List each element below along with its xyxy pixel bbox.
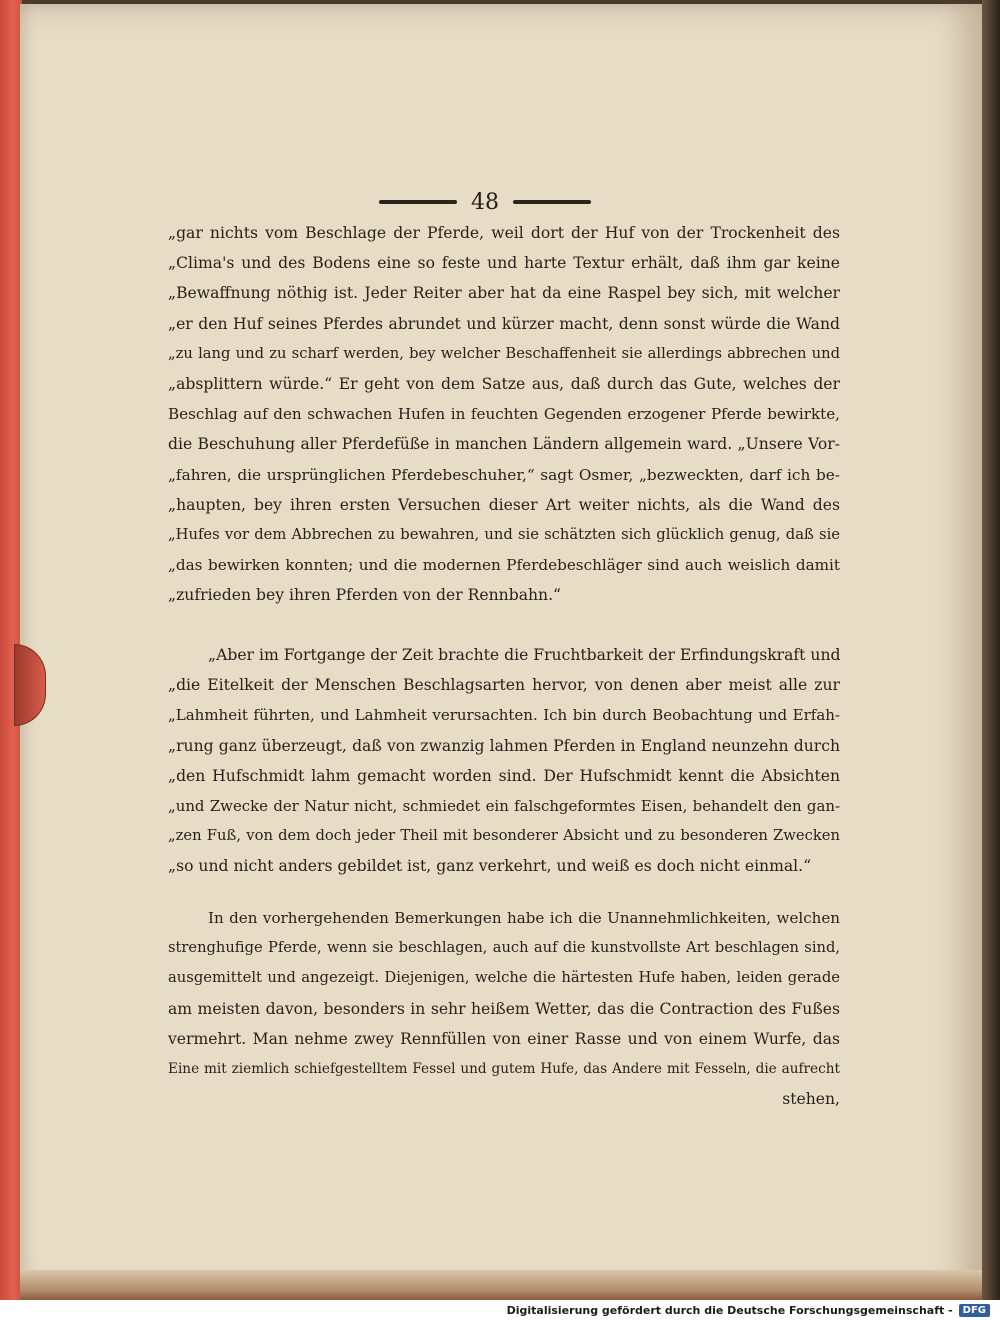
paragraph-3 (168, 903, 840, 1114)
text-line: „absplittern würde.“ Er geht von dem Satze aus, daß durch das Gute, welches der (168, 375, 840, 394)
text-line: „fahren, die ursprünglichen Pferdebeschuher,“ sagt Osmer, „bezweckten, darf ich be- (168, 465, 840, 484)
page-bottom-edge (20, 1270, 982, 1300)
page-header (360, 184, 610, 220)
catchword: stehen, (782, 1090, 840, 1109)
text-line: Beschlag auf den schwachen Hufen in feuchten Gegenden erzogener Pferde bewirkte, (168, 405, 840, 424)
page-clasp-tab (14, 644, 46, 726)
page-number: 48 (471, 189, 499, 215)
text-line: „Aber im Fortgange der Zeit brachte die Fruchtbarkeit der Erfindungskraft und (208, 646, 841, 664)
text-line: „so und nicht anders gebildet ist, ganz verkehrt, und weiß es doch nicht einmal.“ (168, 857, 812, 876)
text-line: „er den Huf seines Pferdes abrundet und kürzer macht, denn sonst würde die Wand (168, 314, 840, 333)
text-line: „und Zwecke der Natur nicht, schmiedet ein falschgeformtes Eisen, behandelt den gan- (168, 797, 840, 816)
paragraph-2 (168, 640, 840, 882)
header-rule-left (379, 200, 457, 204)
text-line: „zu lang und zu scharf werden, bey welcher Beschaffenheit sie allerdings abbrechen und (168, 344, 840, 362)
dfg-logo: DFG (959, 1304, 990, 1317)
text-line: „den Hufschmidt lahm gemacht worden sind. Der Hufschmidt kennt die Absichten (168, 766, 840, 785)
text-line: „Hufes vor dem Abbrechen zu bewahren, und sie schätzten sich glücklich genug, daß sie (168, 526, 840, 544)
book-spine-shadow (982, 0, 1000, 1300)
text-line: „Bewaffnung nöthig ist. Jeder Reiter aber hat da eine Raspel bey sich, mit welcher (168, 284, 840, 303)
paragraph-1 (168, 218, 840, 611)
text-line: „rung ganz überzeugt, daß von zwanzig lahmen Pferden in England neunzehn durch (168, 736, 840, 755)
text-line: ausgemittelt und angezeigt. Diejenigen, welche die härtesten Hufe haben, leiden gerade (168, 969, 840, 987)
text-line: vermehrt. Man nehme zwey Rennfüllen von einer Rasse und von einem Wurfe, das (168, 1029, 840, 1048)
text-line: strenghufige Pferde, wenn sie beschlagen, auch auf die kunstvollste Art beschlagen sind, (168, 939, 840, 957)
text-line: „das bewirken konnten; und die modernen Pferdebeschläger sind auch weislich damit (168, 556, 840, 575)
text-line: Eine mit ziemlich schiefgestelltem Fessel und gutem Hufe, das Andere mit Fesseln, die aufrecht (168, 1061, 840, 1078)
digitization-footer (0, 1300, 1000, 1320)
header-rule-right (513, 200, 591, 204)
text-line: „haupten, bey ihren ersten Versuchen dieser Art weiter nichts, als die Wand des (168, 495, 840, 514)
text-line: die Beschuhung aller Pferdefüße in manchen Ländern allgemein ward. „Unsere Vor- (168, 435, 840, 454)
text-line: „zufrieden bey ihren Pferden von der Rennbahn.“ (168, 586, 562, 605)
text-line: „Lahmheit führten, und Lahmheit verursachten. Ich bin durch Beobachtung und Erfah- (168, 706, 840, 725)
text-line: „Clima's und des Bodens eine so feste und harte Textur erhält, daß ihm gar keine (168, 254, 840, 273)
text-line: „zen Fuß, von dem doch jeder Theil mit besonderer Absicht und zu besonderen Zwecken (168, 827, 840, 845)
text-line: „die Eitelkeit der Menschen Beschlagsarten hervor, von denen aber meist alle zur (168, 676, 840, 695)
footer-credit: Digitalisierung gefördert durch die Deutsche Forschungsgemeinschaft - (506, 1303, 953, 1317)
text-line: am meisten davon, besonders in sehr heißem Wetter, das die Contraction des Fußes (168, 999, 840, 1018)
text-line: „gar nichts vom Beschlage der Pferde, weil dort der Huf von der Trockenheit des (168, 224, 840, 242)
text-line: In den vorhergehenden Bemerkungen habe ich die Unannehmlichkeiten, welchen (208, 909, 840, 927)
